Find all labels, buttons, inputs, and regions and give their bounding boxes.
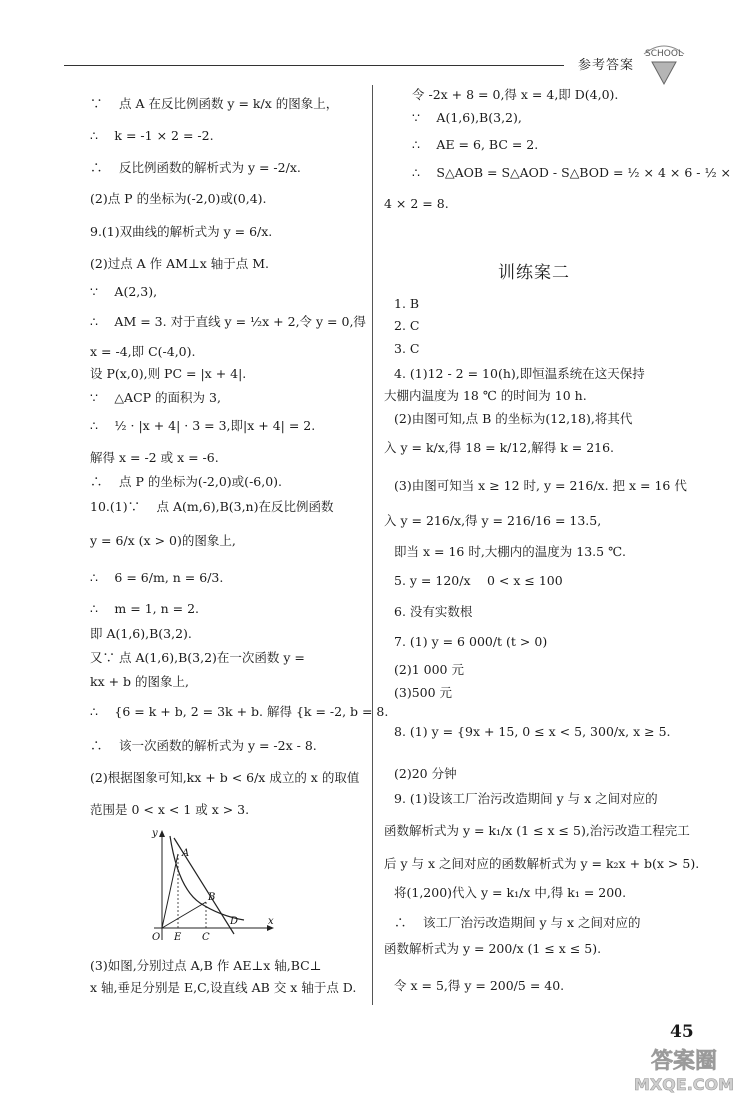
right-line: 入 y = k/x,得 18 = k/12,解得 k = 216. xyxy=(384,440,615,455)
right-line: ∵ A(1,6),B(3,2), xyxy=(412,110,522,125)
right-line: (3)由图可知当 x ≥ 12 时, y = 216/x. 把 x = 16 代 xyxy=(394,478,687,493)
watermark-line1: 答案圈 xyxy=(650,1049,718,1074)
left-line: 范围是 0 < x < 1 或 x > 3. xyxy=(90,802,250,817)
right-line: (2)1 000 元 xyxy=(394,662,464,677)
left-line: x 轴,垂足分别是 E,C,设直线 AB 交 x 轴于点 D. xyxy=(90,980,357,995)
watermark-line2: MXQE.COM xyxy=(633,1075,735,1094)
left-line: x = -4,即 C(-4,0). xyxy=(90,344,196,359)
function-graph xyxy=(150,828,280,946)
left-line: 解得 x = -2 或 x = -6. xyxy=(90,450,219,465)
left-line: ∴ 该一次函数的解析式为 y = -2x - 8. xyxy=(90,738,317,753)
graph-y-arrow xyxy=(159,830,165,837)
right-line: 3. C xyxy=(394,341,420,356)
left-line: ∴ 6 = 6/m, n = 6/3. xyxy=(90,570,224,585)
graph-label-y: y xyxy=(152,828,158,839)
right-line: ∴ S△AOB = S△AOD - S△BOD = ½ × 4 × 6 - ½ × xyxy=(412,165,732,180)
header-title: 参考答案 xyxy=(578,58,635,73)
left-line: ∴ {6 = k + b, 2 = 3k + b. 解得 {k = -2, b = 8. xyxy=(90,704,389,719)
left-line: 设 P(x,0),则 PC = |x + 4|. xyxy=(90,366,247,381)
school-logo-text: SCHOOL xyxy=(645,49,683,59)
section-title: 训练案二 xyxy=(498,263,570,283)
left-line: ∴ m = 1, n = 2. xyxy=(90,601,199,616)
left-line: ∵ △ACP 的面积为 3, xyxy=(90,390,221,405)
right-line: 9. (1)设该工厂治污改造期间 y 与 x 之间对应的 xyxy=(394,791,658,806)
left-line: ∴ ½ · |x + 4| · 3 = 3,即|x + 4| = 2. xyxy=(90,418,316,433)
left-line: ∴ 点 P 的坐标为(-2,0)或(-6,0). xyxy=(90,474,283,489)
right-line: (3)500 元 xyxy=(394,685,453,700)
left-line: y = 6/x (x > 0)的图象上, xyxy=(90,533,236,548)
left-line: ∴ k = -1 × 2 = -2. xyxy=(90,128,214,143)
right-line: 函数解析式为 y = 200/x (1 ≤ x ≤ 5). xyxy=(384,941,602,956)
page-number: 45 xyxy=(670,1022,694,1042)
right-line: 2. C xyxy=(394,318,420,333)
left-line: kx + b 的图象上, xyxy=(90,674,189,689)
right-line: 后 y 与 x 之间对应的函数解析式为 y = k₂x + b(x > 5). xyxy=(384,856,700,871)
right-column xyxy=(384,0,732,1000)
left-line: (2)过点 A 作 AM⊥x 轴于点 M. xyxy=(90,256,270,271)
left-line: 即 A(1,6),B(3,2). xyxy=(90,626,192,641)
right-line: 令 -2x + 8 = 0,得 x = 4,即 D(4,0). xyxy=(412,87,619,102)
right-line: 将(1,200)代入 y = k₁/x 中,得 k₁ = 200. xyxy=(394,885,627,900)
left-line: (2)点 P 的坐标为(-2,0)或(0,4). xyxy=(90,191,267,206)
right-line: 即当 x = 16 时,大棚内的温度为 13.5 ℃. xyxy=(394,544,627,559)
right-line: 入 y = 216/x,得 y = 216/16 = 13.5, xyxy=(384,513,602,528)
left-line: ∴ AM = 3. 对于直线 y = ½x + 2,令 y = 0,得 xyxy=(90,314,366,329)
right-line: 6. 没有实数根 xyxy=(394,604,473,619)
column-divider xyxy=(372,85,373,1005)
graph-label-c: C xyxy=(202,932,210,943)
graph-segment-oa xyxy=(162,854,178,928)
left-line: 10.(1)∵ 点 A(m,6),B(3,n)在反比例函数 xyxy=(90,499,334,514)
left-line: (3)如图,分别过点 A,B 作 AE⊥x 轴,BC⊥ xyxy=(90,958,322,973)
left-line: ∴ 反比例函数的解析式为 y = -2/x. xyxy=(90,160,301,175)
graph-segment-ob xyxy=(162,902,206,928)
left-line: (2)根据图象可知,kx + b < 6/x 成立的 x 的取值 xyxy=(90,770,360,785)
left-line: 又∵ 点 A(1,6),B(3,2)在一次函数 y = xyxy=(90,650,305,665)
right-line: 令 x = 5,得 y = 200/5 = 40. xyxy=(394,978,565,993)
right-line: 5. y = 120/x 0 < x ≤ 100 xyxy=(394,573,563,588)
graph-label-o: O xyxy=(152,932,161,943)
graph-label-a: A xyxy=(182,848,190,859)
right-line: 大棚内温度为 18 ℃ 的时间为 10 h. xyxy=(384,388,587,403)
right-line: ∴ AE = 6, BC = 2. xyxy=(412,137,539,152)
left-line: ∵ 点 A 在反比例函数 y = k/x 的图象上， xyxy=(90,96,339,111)
right-line: 4 × 2 = 8. xyxy=(384,196,449,211)
graph-label-e: E xyxy=(174,932,182,943)
watermark xyxy=(626,1044,744,1094)
right-line: 函数解析式为 y = k₁/x (1 ≤ x ≤ 5),治污改造工程完工 xyxy=(384,823,690,838)
right-line: (2)由图可知,点 B 的坐标为(12,18),将其代 xyxy=(394,411,633,426)
left-line: ∵ A(2,3), xyxy=(90,284,158,299)
graph-label-d: D xyxy=(230,916,239,927)
right-line: (2)20 分钟 xyxy=(394,766,457,781)
right-line: 8. (1) y = {9x + 15, 0 ≤ x < 5, 300/x, x ≥ 5. xyxy=(394,724,671,739)
graph-label-x: x xyxy=(268,916,274,927)
right-line: 4. (1)12 - 2 = 10(h),即恒温系统在这天保持 xyxy=(394,366,645,381)
right-line: ∴ 该工厂治污改造期间 y 与 x 之间对应的 xyxy=(394,915,641,930)
graph-label-b: B xyxy=(208,892,216,903)
right-line: 7. (1) y = 6 000/t (t > 0) xyxy=(394,634,548,649)
right-line: 1. B xyxy=(394,296,420,311)
left-line: 9.(1)双曲线的解析式为 y = 6/x. xyxy=(90,224,273,239)
